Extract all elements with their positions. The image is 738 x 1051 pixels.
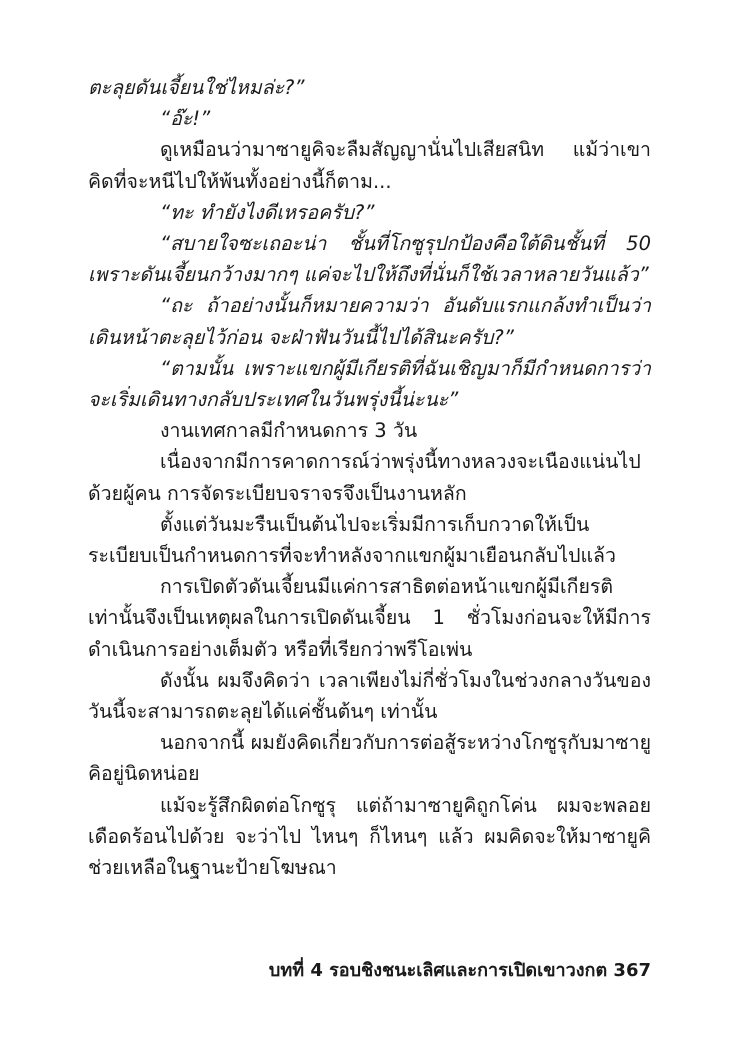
paragraph-dialog: “ตามนั้น เพราะแขกผู้มีเกียรติที่ฉันเชิญมาก็มีกำหนดการว่าจะเริ่มเดินทางกลับประเทศในวันพรุ่งนี้น่ะนะ” (88, 356, 651, 412)
paragraph-dialog: “ทะ ทำยังไงดีเหรอครับ?” (160, 200, 375, 224)
paragraph-narration: นอกจากนี้ ผมยังคิดเกี่ยวกับการต่อสู้ระหว่างโกซูรุกับมาซายูคิอยู่นิดหน่อย (88, 731, 651, 786)
paragraph-dialog: “สบายใจซะเถอะน่า ชั้นที่โกซูรุปกป้องคือใต้ดินชั้นที่ 50 เพราะดันเจี้ยนกว้างมากๆ แค่จะไปให้ถึงที่นั่นก็ใช้เวลาหลายวันแล้ว” (88, 232, 651, 287)
paragraph-narration: ตั้งแต่วันมะรืนเป็นต้นไปจะเริ่มมีการเก็บกวาดให้เป็นระเบียบเป็นกำหนดการที่จะทำหลังจากแขกผู้มาเยือนกลับไปแล้ว (88, 512, 616, 568)
paragraph-narration: การเปิดตัวดันเจี้ยนมีแค่การสาธิตต่อหน้าแขกผู้มีเกียรติเท่านั้นจึงเป็นเหตุผลในการเปิดดันเจี้ยน 1 ชั่วโมงก่อนจะให้มีการดำเนินการอย่างเต็มตัว หรือที่เรียกว่าพรีโอเพ่น (88, 575, 651, 661)
paragraph-dialog: “ถะ ถ้าอย่างนั้นก็หมายความว่า อันดับแรกแกล้งทำเป็นว่าเดินหน้าตะลุยไว้ก่อน จะฝ่าฟันวันนี้ไปได้สินะครับ?” (88, 294, 651, 349)
paragraph-narration: งานเทศกาลมีกำหนดการ 3 วัน (160, 419, 418, 443)
running-footer (88, 958, 651, 984)
paragraph-dialog: “อ๊ะ!” (160, 107, 211, 131)
paragraph-narration: ดูเหมือนว่ามาซายูคิจะลืมสัญญานั่นไปเสียสนิท แม้ว่าเขาคิดที่จะหนีไปให้พ้นทั้งอย่างนี้ก็ตาม... (88, 138, 651, 193)
page-number: 367 (613, 960, 651, 981)
paragraph-narration: แม้จะรู้สึกผิดต่อโกซูรุ แต่ถ้ามาซายูคิถูกโค่น ผมจะพลอยเดือดร้อนไปด้วย จะว่าไป ไหนๆ ก็ไหนๆ แล้ว ผมคิดจะให้มาซายูคิช่วยเหลือในฐานะป้ายโฆษณา (88, 793, 651, 880)
chapter-title: บทที่ 4 รอบชิงชนะเลิศและการเปิดเขาวงกต (268, 960, 608, 981)
body-text (88, 72, 651, 883)
paragraph-narration: ดังนั้น ผมจึงคิดว่า เวลาเพียงไม่กี่ชั่วโมงในช่วงกลางวันของวันนี้จะสามารถตะลุยได้แค่ชั้นต้นๆ เท่านั้น (88, 668, 651, 724)
paragraph-narration: เนื่องจากมีการคาดการณ์ว่าพรุ่งนี้ทางหลวงจะเนืองแน่นไปด้วยผู้คน การจัดระเบียบจราจรจึงเป็นงานหลัก (88, 450, 641, 505)
paragraph-dialog-continuation: ตะลุยดันเจี้ยนใช่ไหมล่ะ?” (88, 76, 305, 99)
